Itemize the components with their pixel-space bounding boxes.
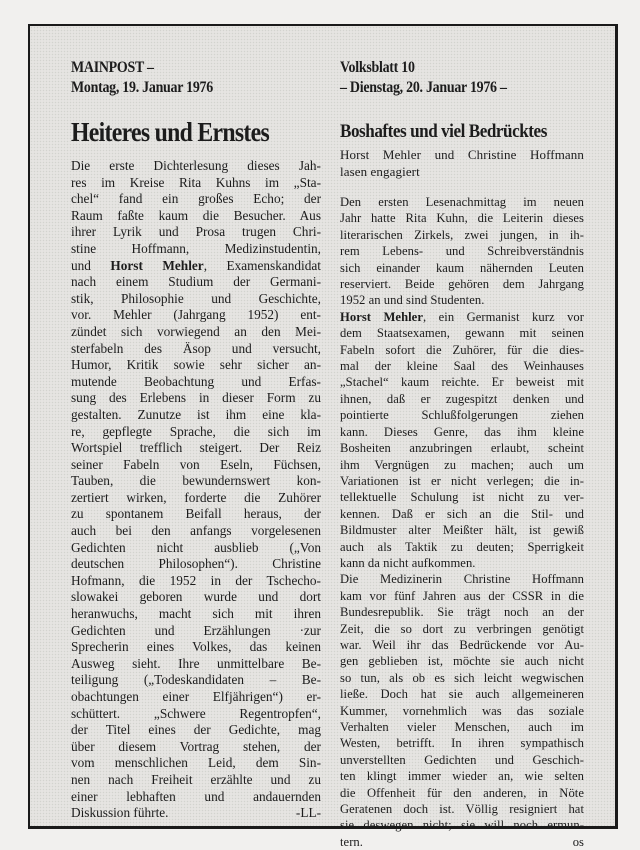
text-line: zertiert wirken, forderte die Zuhörer [71,489,321,505]
text-line [71,805,321,822]
text-line: Gedichten nicht ausblieb („Von [71,539,321,555]
text-line: gestalten. Zunutze ist ihm eine kla- [71,406,321,422]
text-line: mutende Beobachtung und Erfas- [71,373,321,389]
left-source-name: MAINPOST – [71,59,154,76]
text-line: Die Medizinerin Christine Hoffmann [340,572,584,587]
text-line: ten klingt immer wieder an, wie selten [340,769,584,784]
right-headline: Boshaftes und viel Bedrücktes [340,121,547,142]
text-line: Humor, Kritik sowie sehr sicher an- [71,357,321,373]
author-name-bold: Horst Mehler [340,309,423,324]
text-line: tellektuelle Schulung ist nicht zu ver- [340,490,584,505]
text-line: Geratenen doch ist. Völlig resigniert hat [340,802,584,817]
text-fragment: , ein Germanist kurz vor [422,309,585,324]
right-paragraph-3 [340,571,584,850]
text-line: unverstellten Gedichten und Geschich- [340,752,584,767]
text-line: Westen, betrifft. In ihren sympathisch [340,736,584,751]
text-line: die Offenheit für den anderen, in Nöte [340,785,584,800]
text-line: über diesem Vortrag stehen, der [71,738,321,754]
text-line: vor. Mehler (Jahrgang 1952) ent- [71,307,321,323]
text-line: Raum faßte kaum die Besucher. Aus [71,207,321,223]
text-line: deutschen Philosophen“). Christine [71,556,321,572]
text-line: war. Weil ihr das Bedrückende vor Au- [340,637,584,652]
text-line: nen nach Freiheit erzählte und zu [71,771,321,787]
text-line: der Titel eines der Gedichte, mag [71,722,321,738]
text-line: slowakei geboren wurde und dort [71,589,321,605]
text-fragment: und [71,257,91,273]
text-line: kann da nicht aufkommen. [340,555,476,570]
text-line: re, gepflegte Sprache, die sich im [71,423,321,439]
text-line: pointierte Schlußfolgerungen ziehen [340,408,584,423]
text-fragment: , Examenskandidat [203,257,321,273]
text-line: Tauben, die bewundernswert kon- [71,473,321,489]
text-fragment: Diskussion führte. [71,805,169,821]
text-line: kann. Dieses Genre, das ihm kleine [340,424,584,439]
right-paragraph-2 [340,309,584,572]
text-line: ihnen, daß er zugespitzt denken und [340,391,584,406]
text-line: stik, Philosophie und Geschichte, [71,290,321,306]
text-line: so tun, als ob es sich leicht wegwischen [340,670,584,685]
text-line: Hofmann, die 1952 in der Tschecho- [71,572,321,588]
text-line: Variationen ist er nicht verlegen; die in- [340,473,584,488]
text-line: auch als Taktik zu deuten; Sperrigkeit [340,539,584,554]
text-line: zu spontanem Beifall heraus, der [71,506,321,522]
text-line: mal der kleine Saal des Weinhauses [340,359,584,374]
text-line: res im Kreise Rita Kuhns im „Sta- [71,174,321,190]
text-line: 1952 an und sind Studenten. [340,293,485,308]
text-line: seiner Fabeln von Eseln, Füchsen, [71,456,321,472]
author-name-bold: Horst Mehler [110,257,204,273]
text-line: auch bei den anfangs vorgelesenen [71,523,321,539]
text-line: Bundesrepublik. Sie trägt noch an der [340,605,584,620]
text-line: kennen. Daß er sich an die Stil- und [340,506,584,521]
text-line: Kummer, vornehmlich was das soziale [340,703,584,718]
text-line: sie deswegen nicht; sie will noch ermun- [340,818,584,833]
right-paragraph-1 [340,194,584,309]
text-line: nach einem Studium der Germani- [71,274,321,290]
author-signature: -LL- [295,805,321,821]
text-line: „Stachel“ kaum reichte. Er beweist mit [340,375,584,390]
text-line: chel“ fand ein großes Echo; der [71,191,321,207]
text-line: stine Hoffmann, Medizinstudentin, [71,240,321,256]
text-line: Den ersten Lesenachmittag im neuen [340,195,584,209]
left-headline: Heiteres und Ernstes [71,117,269,147]
text-line: Jahr hatte Rita Kuhn, die Leiterin dieses [340,211,584,226]
text-line: schüttert. „Schwere Regentropfen“, [71,705,321,721]
left-source-date: Montag, 19. Januar 1976 [71,79,213,96]
text-line: Bosheiten anzubringen erlaubt, scheint [340,441,584,456]
text-line: kam vor fünf Jahren aus der CSSR in die [340,588,584,603]
right-source-name: Volksblatt 10 [340,59,415,76]
text-line: obachtungen einer Elfjährigen“) er- [71,689,321,704]
text-line: Ausweg sieht. Ihre unmittelbare Be- [71,655,321,671]
text-line: heranwuchs, macht sich mit ihren [71,606,321,622]
author-signature: os [572,834,584,849]
text-line: sung des Erlebens in dieser Form zu [71,390,321,406]
text-line: reserviert. Beide gehören dem Jahrgang [340,277,584,292]
text-line: ihrer Lyrik und Prosa trugen Chri- [71,224,321,240]
text-line: Wortspiel trefflich steigert. Der Reiz [71,440,321,456]
newspaper-clipping-frame [28,24,618,849]
text-line [71,258,321,275]
text-line: Sprecherin eines Volkes, das keinen [71,639,321,655]
text-line: Fabeln sofort die Zuhörer, für die dies- [340,342,584,357]
text-line: zündet sich vorwiegend an den Mei- [71,323,321,339]
left-article-body [71,158,321,822]
text-fragment: tern. [340,834,363,849]
text-line: sterfabeln des Äsop und versucht, [71,340,321,356]
text-line: rem Lebens- und Schreibverständnis [340,244,584,259]
text-line: teiligung („Todeskandidaten – Be- [71,672,321,688]
right-subheadline [340,146,584,180]
right-article [340,58,584,850]
left-article [71,58,321,822]
text-line: Verhalten vieler Menschen, auch im [340,720,584,734]
text-line: Bildmuster alter Meißter hält, ist gewiß [340,523,584,538]
text-line [340,309,584,325]
text-line [340,834,584,850]
text-line: ihm Vergnügen zu machen; auch um [340,457,584,472]
text-line: Die erste Dichterlesung dieses Jah- [71,158,321,173]
text-line: einer lebhaften und andauernden [71,788,321,804]
text-line: vom menschlichen Leid, dem Sin- [71,755,321,771]
text-line: ließe. Doch hat sie auch allgemeineren [340,687,584,702]
subhead-line: Horst Mehler und Christine Hoffmann [340,147,584,162]
text-line: literarischen Zirkels, zwei jungen, in ih- [340,227,584,242]
right-source-date: – Dienstag, 20. Januar 1976 – [340,79,507,96]
text-line: gen geblieben ist, möchte sie auch nicht [340,654,584,669]
text-line: dem Staatsexamen, gewann mit seinen [340,326,584,341]
text-line: Zeit, die so dort zu verbringen genötigt [340,621,584,636]
subhead-line: lasen engagiert [340,164,420,179]
text-line: sich einander kaum nähernden Leuten [340,260,584,275]
text-line: Gedichten und Erzählungen ·zur [71,622,321,638]
